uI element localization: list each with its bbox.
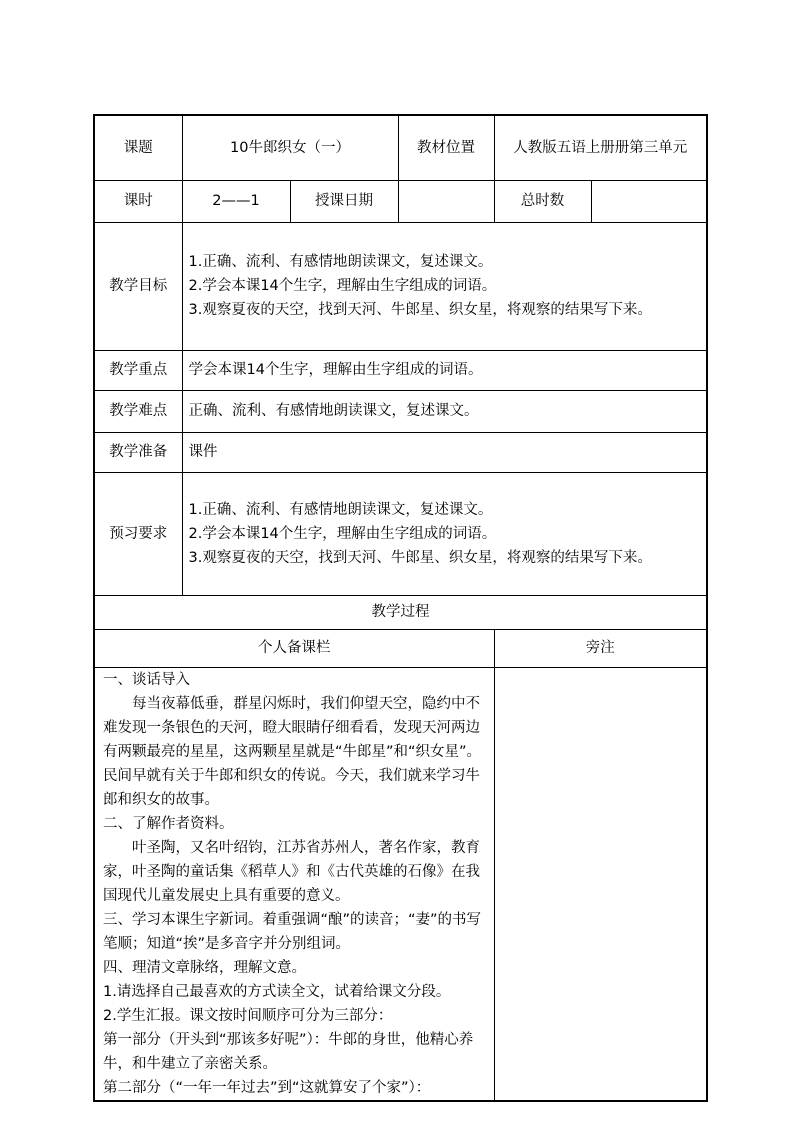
- paragraph: 第二部分（“一年一年过去”到“这就算安了个家”）：: [103, 1079, 431, 1096]
- goal-item: 1.正确、流利、有感情地朗读课文，复述课文。: [188, 254, 493, 270]
- section-heading: 四、理清文章脉络，理解文意。: [103, 959, 306, 976]
- difficulties-value: 正确、流利、有感情地朗读课文，复述课文。: [182, 390, 707, 432]
- goals-list: [182, 222, 707, 350]
- preview-list: [182, 472, 707, 595]
- textbook-label: 教材位置: [398, 115, 494, 180]
- date-label: 授课日期: [290, 180, 398, 222]
- section-heading: 一、谈话导入: [103, 671, 190, 688]
- paragraph: 1.请选择自己最喜欢的方式读全文，试着给课文分段。: [103, 983, 451, 1000]
- paragraph: 每当夜幕低垂，群星闪烁时，我们仰望天空，隐约中不难发现一条银色的天河，瞪大眼睛仔细看看，发现天河两边有两颗最亮的星星，这两颗星星就是“牛郎星”和“织女星”。民间早就有关于牛郎和织女的传说。今天，我们就来学习牛郎和织女的故事。: [103, 695, 482, 808]
- paragraph: 第一部分（开头到“那该多好呢”）：牛郎的身世，他精心养牛，和牛建立了亲密关系。: [103, 1031, 474, 1072]
- goals-label: 教学目标: [94, 222, 182, 350]
- section-heading: 二、了解作者资料。: [103, 815, 234, 832]
- paragraph: 叶圣陶，又名叶绍钧，江苏省苏州人，著名作家，教育家，叶圣陶的童话集《稻草人》和《古代英雄的石像》在我国现代儿童发展史上具有重要的意义。: [103, 839, 480, 904]
- preview-item: 1.正确、流利、有感情地朗读课文，复述课文。: [188, 501, 493, 518]
- difficulties-label: 教学难点: [94, 390, 182, 432]
- process-title: 教学过程: [94, 595, 707, 629]
- preview-label: 预习要求: [94, 472, 182, 595]
- period-value: 2——1: [182, 180, 290, 222]
- period-label: 课时: [94, 180, 182, 222]
- total-value: [591, 180, 707, 222]
- process-notes-header: 旁注: [494, 629, 707, 667]
- lesson-plan-table: [93, 114, 708, 1102]
- preview-item: 3.观察夏夜的天空，找到天河、牛郎星、织女星，将观察的结果写下来。: [188, 549, 652, 566]
- total-label: 总时数: [494, 180, 591, 222]
- preparation-label: 教学准备: [94, 432, 182, 472]
- process-main-header: 个人备课栏: [94, 629, 494, 667]
- process-content: [94, 667, 494, 1101]
- topic-value: 10牛郎织女（一）: [182, 115, 398, 180]
- goal-item: 2.学会本课14个生字，理解由生字组成的词语。: [188, 278, 497, 294]
- key-points-value: 学会本课14个生字，理解由生字组成的词语。: [182, 350, 707, 390]
- topic-label: 课题: [94, 115, 182, 180]
- preparation-value: 课件: [182, 432, 707, 472]
- textbook-value: 人教版五语上册册第三单元: [494, 115, 707, 180]
- date-value: [398, 180, 494, 222]
- preview-item: 2.学会本课14个生字，理解由生字组成的词语。: [188, 525, 497, 542]
- process-notes-cell: [494, 667, 707, 1101]
- goal-item: 3.观察夏夜的天空，找到天河、牛郎星、织女星，将观察的结果写下来。: [188, 302, 652, 318]
- paragraph: 三、学习本课生字新词。着重强调“酿”的读音；“妻”的书写笔顺；知道“挨”是多音字并分别组词。: [103, 911, 482, 952]
- key-points-label: 教学重点: [94, 350, 182, 390]
- paragraph: 2.学生汇报。课文按时间顺序可分为三部分：: [103, 1007, 393, 1024]
